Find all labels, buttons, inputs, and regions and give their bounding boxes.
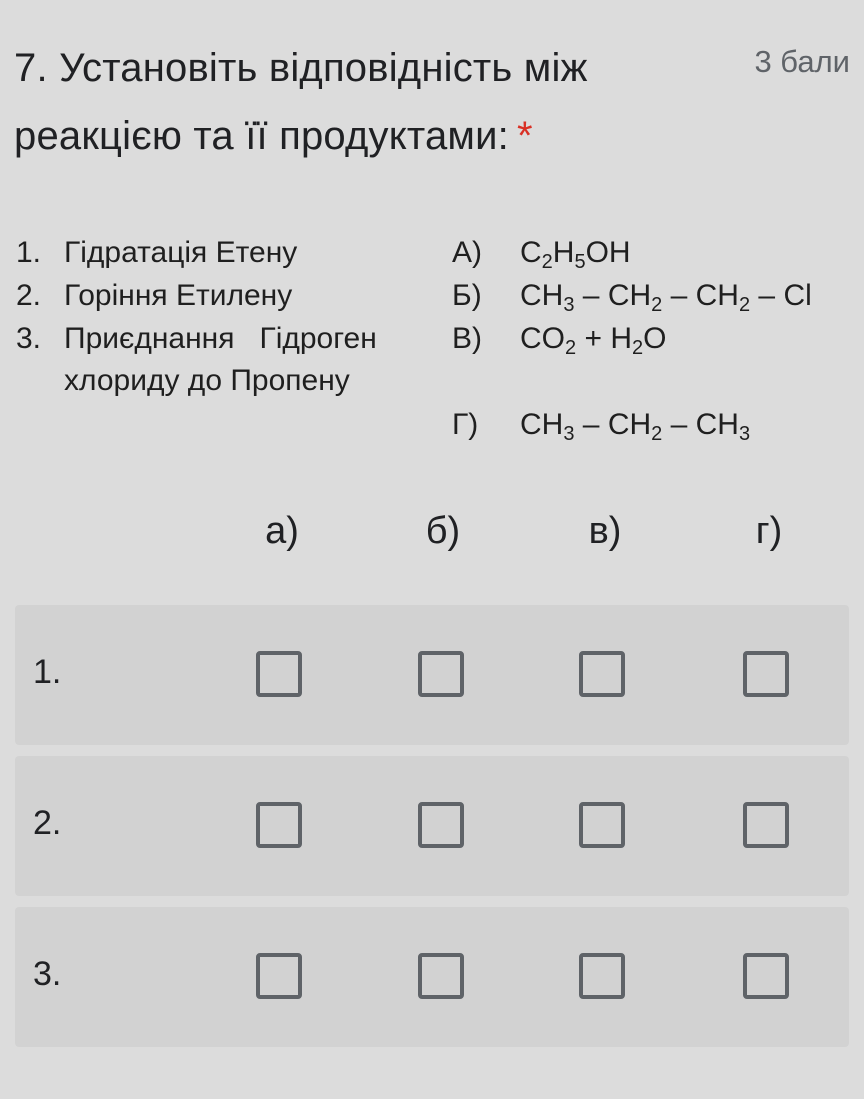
product-formula-a: [520, 236, 631, 273]
checkbox-row1-b[interactable]: [418, 651, 464, 697]
checkbox-row3-v[interactable]: [579, 953, 625, 999]
row-label-3: 3.: [33, 955, 62, 993]
formula-subscript: 3: [563, 423, 575, 445]
question-points: 3 бали: [754, 44, 850, 79]
reaction-text-2: Горіння Етилену: [64, 279, 293, 312]
formula-part: + H: [576, 322, 632, 355]
formula-part: OH: [585, 236, 631, 269]
formula-part: O: [643, 322, 667, 355]
product-formula-b: [520, 279, 812, 316]
checkbox-row1-v[interactable]: [579, 651, 625, 697]
row-label-2: 2.: [33, 804, 62, 842]
formula-part: CH: [520, 408, 564, 441]
formula-subscript: 2: [651, 423, 663, 445]
product-letter-g: Г): [452, 408, 479, 441]
grid-row-3: [15, 907, 849, 1047]
formula-subscript: 3: [563, 294, 575, 316]
task-image: [0, 0, 864, 480]
reaction-text-3-cont: хлориду до Пропену: [64, 364, 350, 397]
formula-part: – CH: [574, 408, 652, 441]
formula-part: – CH: [662, 279, 739, 312]
row-label-1: 1.: [33, 653, 62, 691]
checkbox-row3-a[interactable]: [256, 953, 302, 999]
formula-part: CH: [520, 279, 564, 312]
formula-part: – Cl: [750, 279, 812, 312]
column-header-g: г): [755, 510, 783, 552]
formula-subscript: 2: [541, 251, 553, 273]
checkbox-row1-a[interactable]: [256, 651, 302, 697]
reaction-num-1: 1.: [16, 236, 42, 269]
formula-subscript: 2: [651, 294, 663, 316]
column-header-a: а): [265, 510, 299, 552]
formula-subscript: 2: [738, 294, 751, 316]
question-title-text: 7. Установіть відповідність між реакцією та її продуктами:: [14, 46, 588, 158]
reaction-num-3: 3.: [16, 322, 42, 355]
formula-subscript: 5: [574, 251, 586, 273]
grid-row-2: [15, 756, 849, 896]
checkbox-row2-g[interactable]: [743, 802, 789, 848]
checkbox-row2-a[interactable]: [256, 802, 302, 848]
product-letter-v: В): [452, 322, 482, 355]
checkbox-row3-b[interactable]: [418, 953, 464, 999]
reaction-text-1: Гідратація Етену: [64, 236, 298, 269]
formula-subscript: 3: [738, 423, 751, 445]
product-formula-g: [520, 408, 751, 445]
column-header-b: б): [425, 510, 461, 552]
checkbox-row1-g[interactable]: [743, 651, 789, 697]
required-asterisk: *: [516, 114, 533, 158]
formula-subscript: 2: [565, 337, 577, 359]
grid-row-1: [15, 605, 849, 745]
column-header-v: в): [588, 510, 622, 552]
checkbox-row2-v[interactable]: [579, 802, 625, 848]
checkbox-row3-g[interactable]: [743, 953, 789, 999]
product-letter-b: Б): [452, 279, 482, 312]
reaction-num-2: 2.: [16, 279, 42, 312]
formula-part: CO: [520, 322, 565, 355]
reaction-text-3: Приєднання Гідроген: [64, 322, 377, 355]
product-formula-v: [520, 322, 667, 359]
product-letter-a: А): [452, 236, 482, 269]
formula-part: H: [552, 236, 575, 269]
checkbox-row2-b[interactable]: [418, 802, 464, 848]
formula-part: C: [520, 236, 542, 269]
formula-part: – CH: [662, 408, 739, 441]
formula-part: – CH: [574, 279, 652, 312]
formula-subscript: 2: [631, 337, 644, 359]
